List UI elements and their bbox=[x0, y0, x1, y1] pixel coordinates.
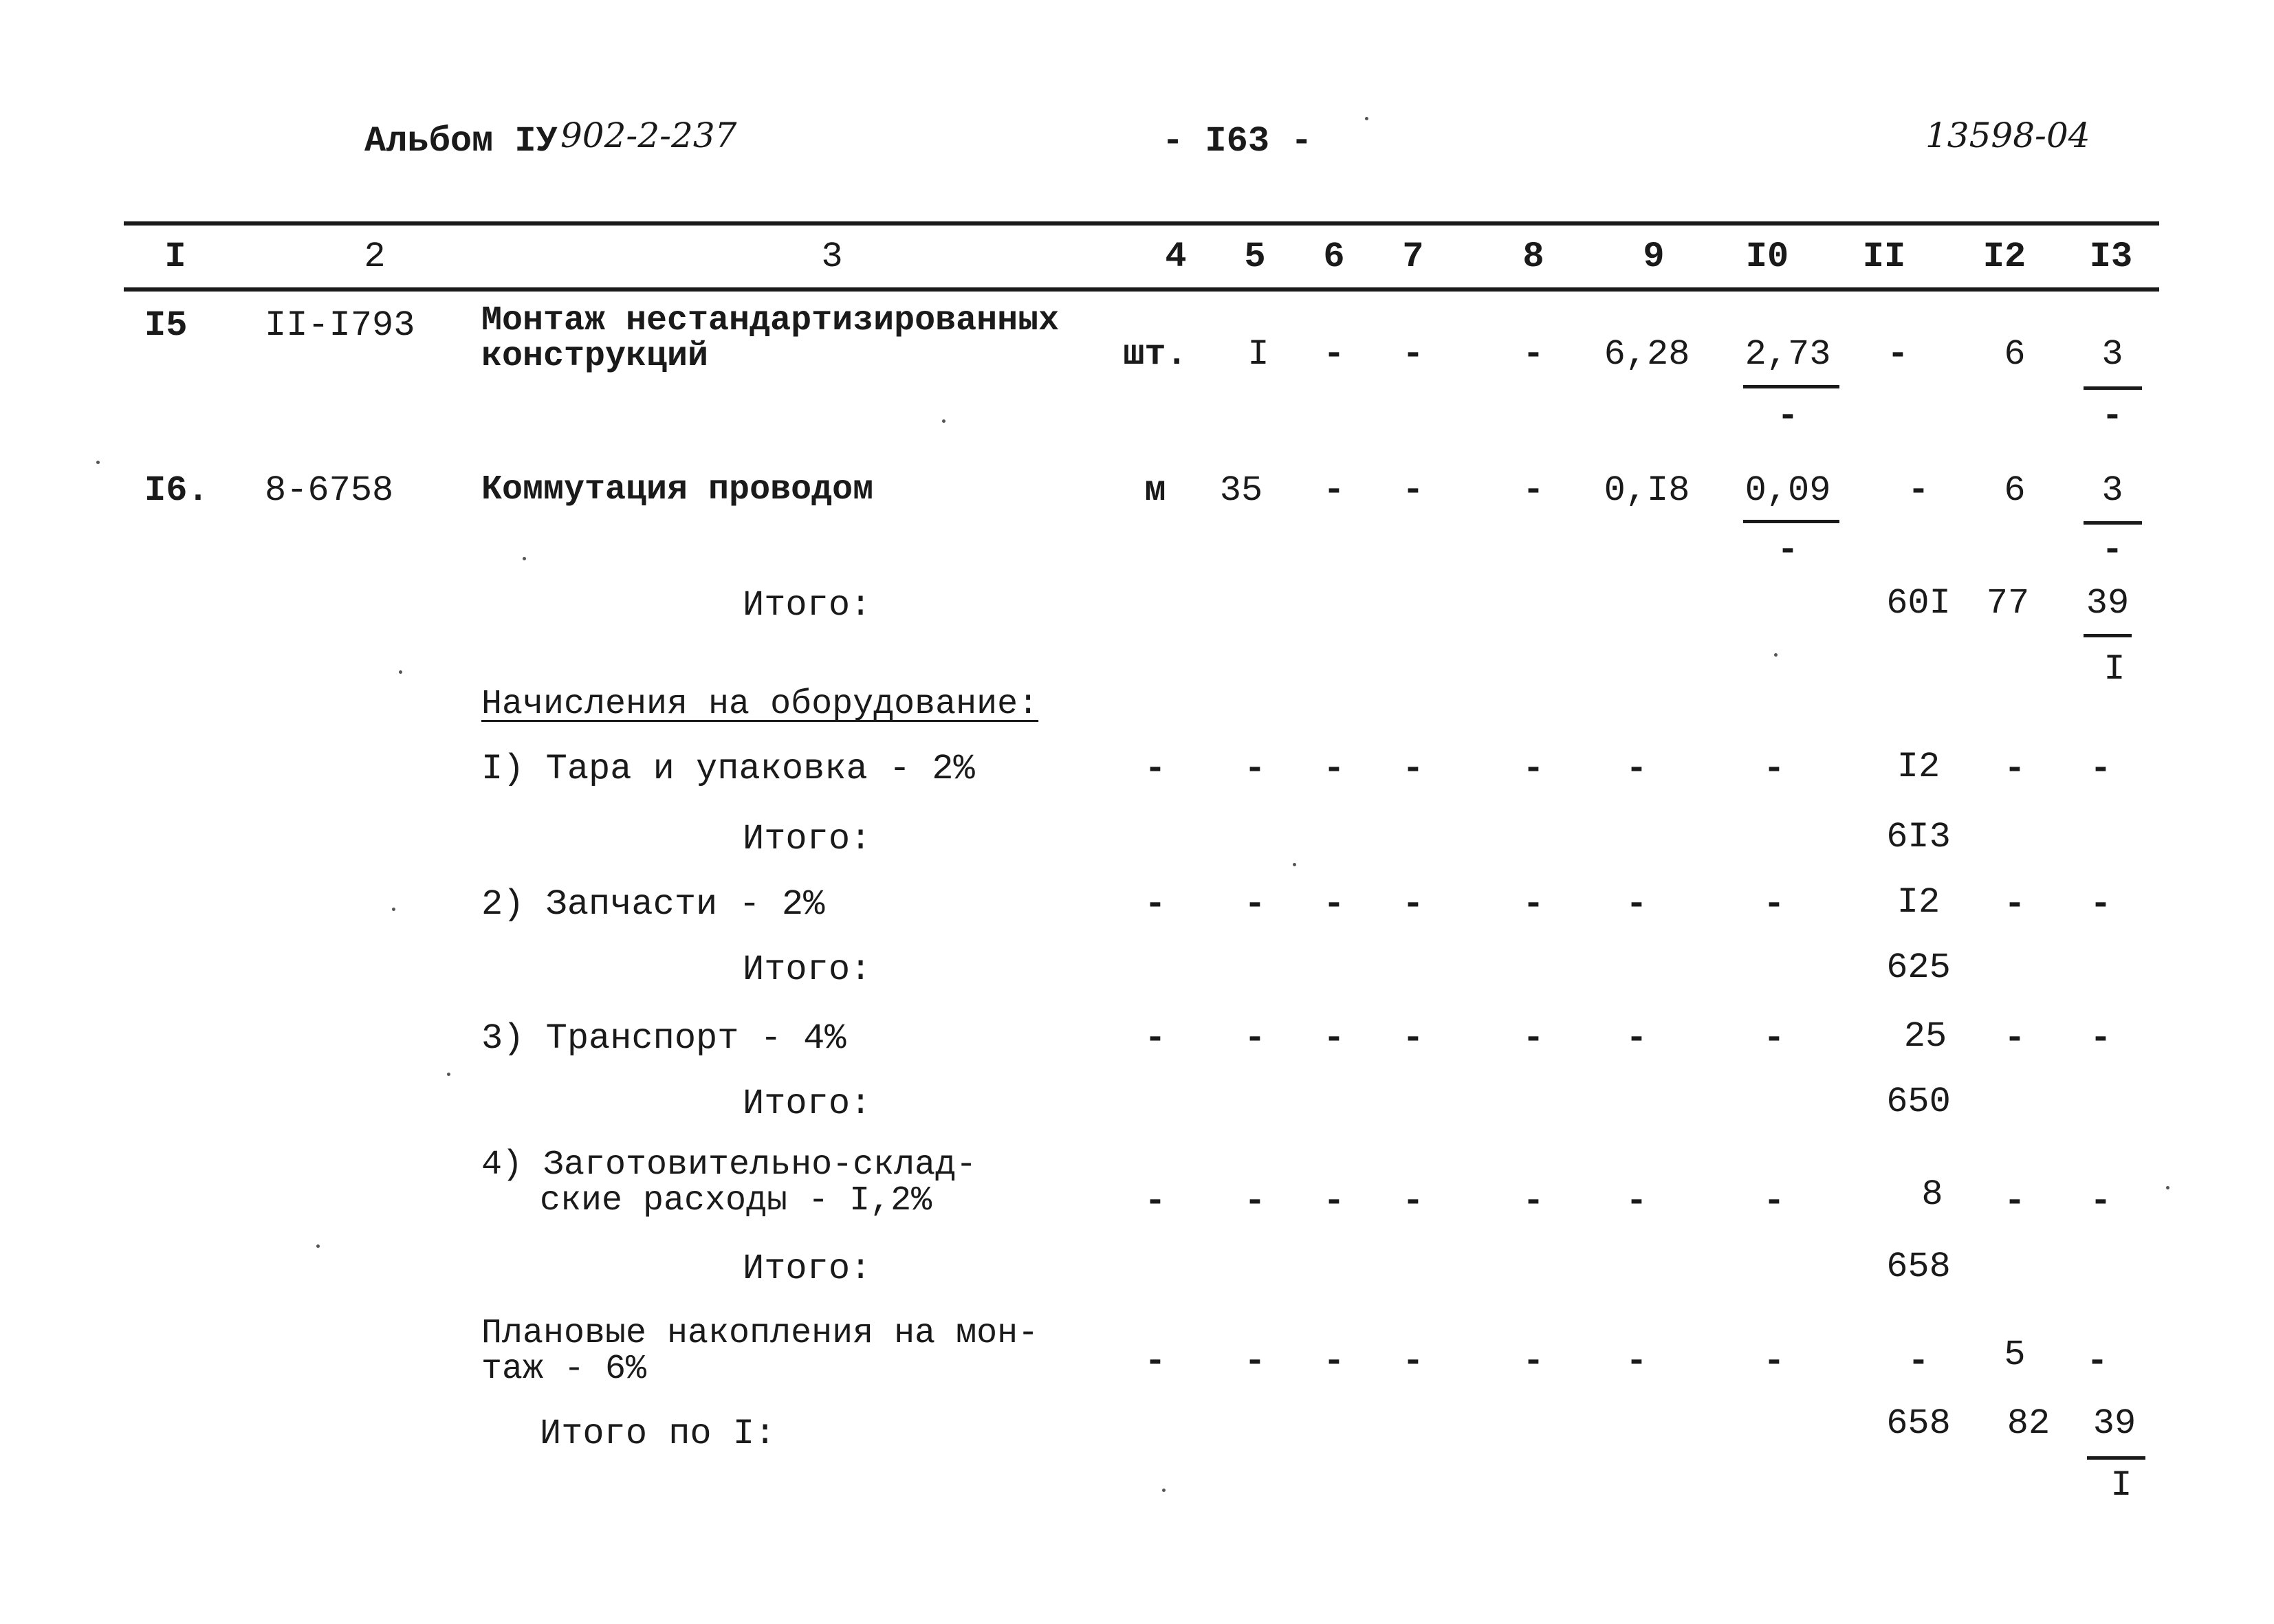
row-number: I6. bbox=[144, 470, 209, 511]
table-top-rule bbox=[124, 221, 2159, 226]
total-label: Итого: bbox=[743, 1084, 872, 1124]
cell-dash: - bbox=[1522, 470, 1544, 511]
cell-value: 5 bbox=[2004, 1335, 2026, 1375]
row-name: Коммутация проводом bbox=[481, 470, 874, 509]
cell-value: 658 bbox=[1886, 1403, 1951, 1444]
fraction-bar bbox=[1743, 520, 1839, 523]
cell-value: 39 bbox=[2092, 1403, 2136, 1444]
cell-dash: - bbox=[1402, 1018, 1424, 1059]
album-code: 902-2-237 bbox=[560, 116, 737, 155]
col-header: I2 bbox=[1982, 237, 2026, 277]
cell-dash: - bbox=[1144, 1018, 1166, 1059]
cell-dash: - bbox=[1763, 1018, 1785, 1059]
col-header: 3 bbox=[821, 237, 843, 277]
cell-dash: - bbox=[1323, 1018, 1345, 1059]
cell-value: I bbox=[2110, 1465, 2132, 1506]
row-name: 4) Заготовительно-склад- bbox=[481, 1145, 977, 1185]
row-unit: м bbox=[1144, 470, 1166, 511]
cell-dash: - bbox=[1907, 1341, 1929, 1382]
cell-value: 6I3 bbox=[1886, 817, 1951, 857]
cell-dash: - bbox=[1626, 1341, 1648, 1382]
cell-dash: - bbox=[2101, 530, 2123, 571]
row-number: I5 bbox=[144, 305, 188, 346]
cell-dash: - bbox=[1244, 1018, 1266, 1059]
document-number: 13598-04 bbox=[1925, 116, 2090, 155]
fraction-bar bbox=[2084, 521, 2142, 525]
cell-value: 0,I8 bbox=[1604, 470, 1690, 511]
cell-dash: - bbox=[1323, 884, 1345, 925]
cell-dash: - bbox=[1777, 396, 1799, 437]
col-header: I0 bbox=[1745, 237, 1789, 277]
cell-dash: - bbox=[1402, 470, 1424, 511]
cell-value: 6,28 bbox=[1604, 334, 1690, 375]
cell-dash: - bbox=[1522, 1181, 1544, 1222]
row-name: Монтаж нестандартизированных bbox=[481, 301, 1060, 340]
row-name-cont: таж - 6% bbox=[481, 1350, 647, 1389]
fraction-bar bbox=[2084, 386, 2142, 390]
fraction-bar bbox=[2087, 1456, 2145, 1460]
album-title: Альбом IУ bbox=[364, 121, 558, 162]
row-name: I) Тара и упаковка - 2% bbox=[481, 749, 975, 789]
cell-dash: - bbox=[1763, 749, 1785, 789]
scan-speck bbox=[2166, 1186, 2169, 1189]
cell-dash: - bbox=[1763, 1181, 1785, 1222]
cell-dash: - bbox=[1887, 334, 1909, 375]
cell-dash: - bbox=[2004, 884, 2026, 925]
col-header: 6 bbox=[1323, 237, 1345, 277]
cell-dash: - bbox=[1522, 334, 1544, 375]
cell-value: 2,73 bbox=[1745, 334, 1831, 375]
cell-dash: - bbox=[1323, 334, 1345, 375]
col-header: I bbox=[164, 237, 186, 277]
col-header: II bbox=[1862, 237, 1906, 277]
cell-dash: - bbox=[1522, 1018, 1544, 1059]
cell-dash: - bbox=[1402, 749, 1424, 789]
row-name-cont: конструкций bbox=[481, 337, 709, 376]
cell-dash: - bbox=[1626, 1018, 1648, 1059]
cell-value: 39 bbox=[2086, 583, 2130, 624]
cell-dash: - bbox=[2101, 396, 2123, 437]
row-unit: шт. bbox=[1123, 334, 1188, 375]
cell-dash: - bbox=[2090, 749, 2112, 789]
row-qty: 35 bbox=[1219, 470, 1263, 511]
scan-speck bbox=[1365, 117, 1368, 120]
cell-dash: - bbox=[1907, 470, 1929, 511]
row-code: 8-6758 bbox=[265, 470, 394, 511]
cell-dash: - bbox=[2004, 749, 2026, 789]
cell-dash: - bbox=[1626, 1181, 1648, 1222]
cell-dash: - bbox=[1323, 1181, 1345, 1222]
row-qty: I bbox=[1247, 334, 1269, 375]
cell-dash: - bbox=[1763, 1341, 1785, 1382]
cell-dash: - bbox=[1626, 749, 1648, 789]
cell-value: 6 bbox=[2004, 470, 2026, 511]
cell-dash: - bbox=[1323, 749, 1345, 789]
fraction-bar bbox=[1743, 385, 1839, 388]
cell-dash: - bbox=[2090, 884, 2112, 925]
total-label: Итого: bbox=[743, 819, 872, 859]
cell-dash: - bbox=[1626, 884, 1648, 925]
total-label: Итого: bbox=[743, 1249, 872, 1289]
cell-value: 3 bbox=[2101, 470, 2123, 511]
scan-speck bbox=[447, 1073, 450, 1076]
cell-value: 6 bbox=[2004, 334, 2026, 375]
cell-dash: - bbox=[1244, 884, 1266, 925]
col-header: 5 bbox=[1244, 237, 1266, 277]
scan-speck bbox=[1162, 1489, 1166, 1492]
col-header: I3 bbox=[2089, 237, 2133, 277]
cell-dash: - bbox=[1763, 884, 1785, 925]
cell-value: 0,09 bbox=[1745, 470, 1831, 511]
cell-dash: - bbox=[2090, 1181, 2112, 1222]
total-label: Итого: bbox=[743, 950, 872, 990]
scan-speck bbox=[942, 419, 945, 423]
col-header: 8 bbox=[1522, 237, 1544, 277]
cell-dash: - bbox=[1522, 749, 1544, 789]
col-header: 9 bbox=[1643, 237, 1665, 277]
cell-value: 8 bbox=[1921, 1174, 1943, 1215]
col-header: 2 bbox=[364, 237, 386, 277]
cell-dash: - bbox=[1244, 1181, 1266, 1222]
cell-value: 60I bbox=[1886, 583, 1951, 624]
cell-value: 658 bbox=[1886, 1247, 1951, 1287]
cell-dash: - bbox=[1402, 884, 1424, 925]
row-name: 3) Транспорт - 4% bbox=[481, 1018, 846, 1059]
cell-dash: - bbox=[1402, 1181, 1424, 1222]
cell-dash: - bbox=[1144, 749, 1166, 789]
fraction-bar bbox=[2084, 634, 2132, 637]
cell-dash: - bbox=[2004, 1181, 2026, 1222]
cell-dash: - bbox=[1402, 334, 1424, 375]
table-header-rule bbox=[124, 287, 2159, 292]
cell-value: 82 bbox=[2007, 1403, 2051, 1444]
cell-value: I2 bbox=[1896, 747, 1940, 787]
cell-dash: - bbox=[1144, 884, 1166, 925]
row-name: 2) Запчасти - 2% bbox=[481, 884, 825, 925]
scan-speck bbox=[1293, 863, 1296, 866]
cell-dash: - bbox=[2004, 1018, 2026, 1059]
row-name-cont: ские расходы - I,2% bbox=[540, 1181, 932, 1220]
cell-dash: - bbox=[1323, 470, 1345, 511]
row-name: Плановые накопления на мон- bbox=[481, 1314, 1039, 1353]
scan-speck bbox=[96, 461, 100, 464]
section-heading: Начисления на оборудование: bbox=[481, 685, 1039, 724]
col-header: 7 bbox=[1402, 237, 1424, 277]
col-header: 4 bbox=[1165, 237, 1187, 277]
scan-speck bbox=[316, 1244, 320, 1248]
cell-dash: - bbox=[1244, 1341, 1266, 1382]
cell-value: 77 bbox=[1986, 583, 2030, 624]
cell-value: I2 bbox=[1896, 882, 1940, 923]
scan-speck bbox=[523, 557, 526, 560]
cell-dash: - bbox=[1402, 1341, 1424, 1382]
cell-value: I bbox=[2103, 649, 2125, 690]
cell-dash: - bbox=[1522, 884, 1544, 925]
cell-dash: - bbox=[2090, 1018, 2112, 1059]
total-label: Итого: bbox=[743, 585, 872, 626]
page-number: - I63 - bbox=[1162, 121, 1313, 162]
cell-value: 625 bbox=[1886, 947, 1951, 988]
row-code: II-I793 bbox=[265, 305, 415, 346]
cell-value: 3 bbox=[2101, 334, 2123, 375]
cell-dash: - bbox=[2086, 1341, 2108, 1382]
cell-value: 650 bbox=[1886, 1082, 1951, 1122]
scan-speck bbox=[399, 670, 402, 674]
scan-speck bbox=[1774, 653, 1778, 657]
cell-dash: - bbox=[1144, 1181, 1166, 1222]
cell-dash: - bbox=[1244, 749, 1266, 789]
cell-dash: - bbox=[1144, 1341, 1166, 1382]
scan-speck bbox=[392, 908, 395, 911]
cell-value: 25 bbox=[1903, 1016, 1947, 1057]
cell-dash: - bbox=[1777, 530, 1799, 571]
cell-dash: - bbox=[1323, 1341, 1345, 1382]
total-label: Итого по I: bbox=[540, 1414, 776, 1454]
cell-dash: - bbox=[1522, 1341, 1544, 1382]
